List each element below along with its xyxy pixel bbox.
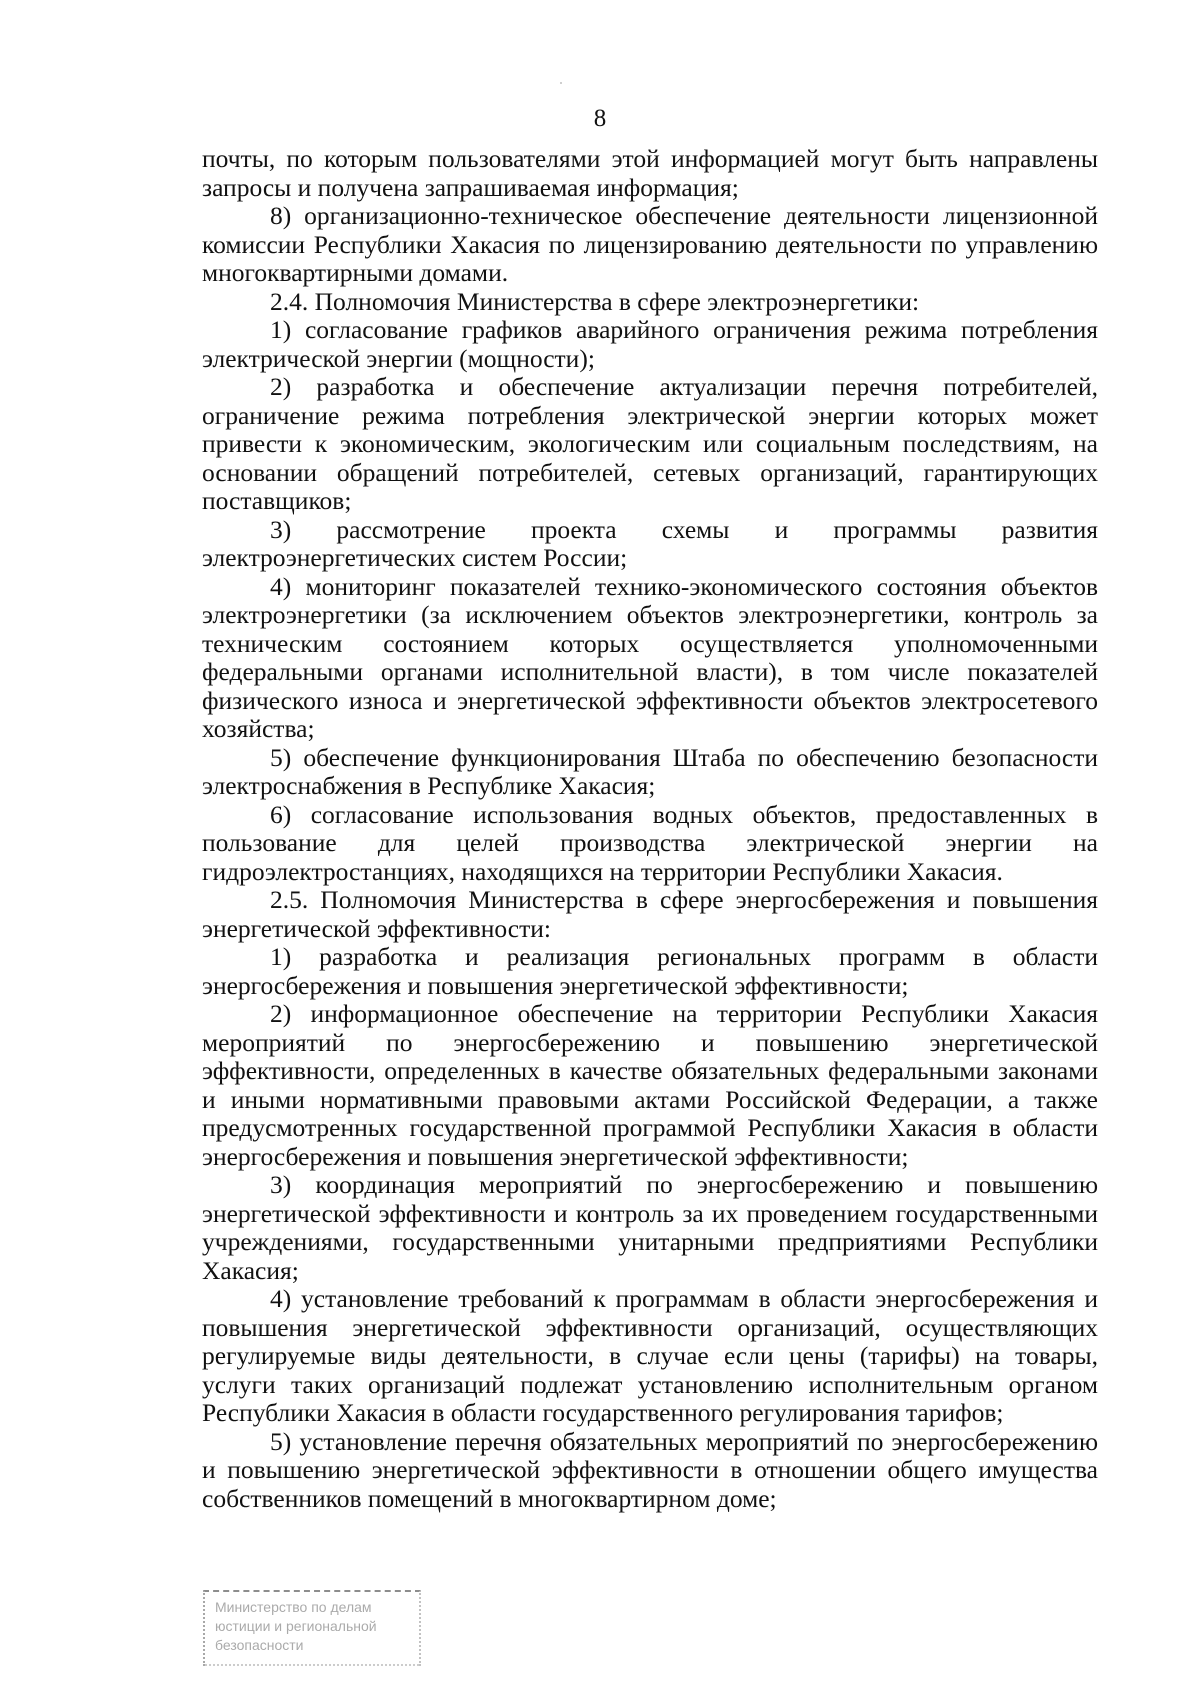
- registration-stamp: [203, 1590, 421, 1666]
- paragraph: 1) разработка и реализация региональных программ в области энергосбережения и повышения энергетической эффективности;: [202, 942, 1098, 1000]
- paragraph: 2.4. Полномочия Министерства в сфере электроэнергетики:: [270, 286, 920, 316]
- paragraph: 8) организационно-техническое обеспечение деятельности лицензионной комиссии Республики Хакасия по лицензированию деятельности по управлению многоквартирными домами.: [202, 201, 1098, 287]
- stamp-bottom-border: [205, 1664, 419, 1666]
- stamp-line: безопасности: [215, 1637, 304, 1653]
- scan-speck: [560, 82, 562, 84]
- paragraph: почты, по которым пользователями этой информацией могут быть направлены запросы и получена запрашиваемая информация;: [202, 144, 1098, 202]
- paragraph: 2.5. Полномочия Министерства в сфере энергосбережения и повышения энергетической эффективности:: [202, 885, 1098, 943]
- stamp-line: Министерство по делам: [215, 1599, 372, 1615]
- paragraph: 6) согласование использования водных объектов, предоставленных в пользование для целей производства электрической энергии на гидроэлектростанциях, находящихся на территории Республики Хакасия.: [202, 799, 1098, 886]
- paragraph: 5) установление перечня обязательных мероприятий по энергосбережению и повышению энергетической эффективности в отношении общего имущества собственников помещений в многоквартирном доме;: [202, 1426, 1098, 1513]
- stamp-line: юстиции и региональной: [215, 1618, 377, 1634]
- page-number: 8: [593, 105, 607, 132]
- paragraph: 2) разработка и обеспечение актуализации перечня потребителей, ограничение режима потребления электрической энергии которых может привести к экономическим, экологическим или социальным последствиям, на основании обращений потребителей, сетевых организаций, гарантирующих поставщиков;: [202, 372, 1098, 515]
- paragraph: 5) обеспечение функционирования Штаба по обеспечению безопасности электроснабжения в Республике Хакасия;: [202, 742, 1098, 800]
- paragraph: 4) мониторинг показателей технико-экономического состояния объектов электроэнергетики (за исключением объектов электроэнергетики, контроль за техническим состоянием которых осуществляется уполномоченными федеральными органами исполнительной власти), в том числе показателей физического износа и энергетической эффективности объектов электросетевого хозяйства;: [202, 571, 1098, 743]
- paragraph: 1) согласование графиков аварийного ограничения режима потребления электрической энергии (мощности);: [202, 315, 1098, 373]
- document-body: [202, 145, 1098, 1513]
- paragraph: 3) координация мероприятий по энергосбережению и повышению энергетической эффективности и контроль за их проведением государственными учреждениями, государственными унитарными предприятиями Республики Хакасия;: [202, 1170, 1098, 1285]
- paragraph: 2) информационное обеспечение на территории Республики Хакасия мероприятий по энергосбережению и повышению энергетической эффективности, определенных в качестве обязательных федеральными законами и иными нормативными правовыми актами Российской Федерации, а также предусмотренных государственной программой Республики Хакасия в области энергосбережения и повышения энергетической эффективности;: [202, 999, 1098, 1171]
- paragraph: 4) установление требований к программам в области энергосбережения и повышения энергетической эффективности организаций, осуществляющих регулируемые виды деятельности, в случае если цены (тарифы) на товары, услуги таких организаций подлежат установлению исполнительным органом Республики Хакасия в области государственного регулирования тарифов;: [202, 1284, 1098, 1427]
- paragraph: 3) рассмотрение проекта схемы и программы развития электроэнергетических систем России;: [202, 514, 1098, 572]
